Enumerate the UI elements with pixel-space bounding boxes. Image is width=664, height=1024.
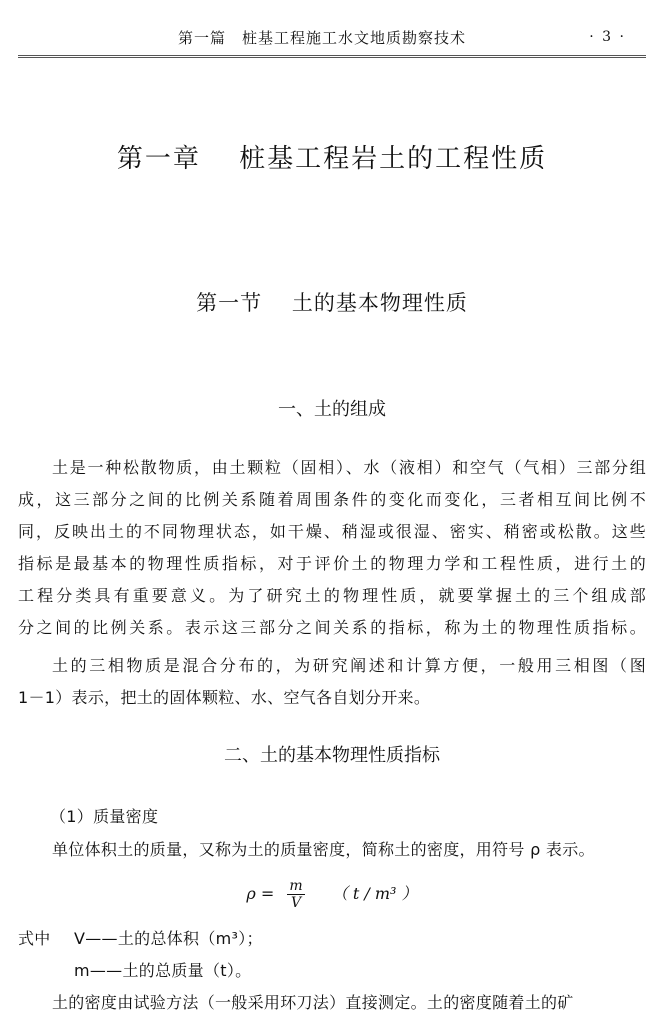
paragraph-line: 土的密度由试验方法（一般采用环刀法）直接测定。土的密度随着土的矿	[52, 993, 574, 1012]
paragraph-line: 成，这三部分之间的比例关系随着周围条件的变化而变化，三者相互间比例不	[18, 490, 646, 509]
formula-numerator: m	[289, 878, 303, 894]
formula-lhs: ρ =	[246, 884, 275, 903]
paragraph-line: 工程分类具有重要意义。为了研究土的物理性质，就要掌握土的三个组成部	[18, 586, 646, 605]
paragraph-line: 1－1）表示，把土的固体颗粒、水、空气各自划分开来。	[18, 688, 431, 707]
paragraph-line: 同，反映出土的不同物理状态，如干燥、稍湿或很湿、密实、稍密或松散。这些	[18, 522, 646, 541]
density-formula	[0, 878, 664, 911]
item-title-density: （1）质量密度	[50, 807, 159, 826]
definition-volume: V——土的总体积（m³）；	[74, 929, 263, 948]
section-title: 第一节 土的基本物理性质	[196, 291, 468, 315]
formula-unit: （ t / m³ ）	[331, 884, 418, 903]
item-text-density: 单位体积土的质量，又称为土的质量密度，简称土的密度，用符号 ρ 表示。	[52, 840, 595, 859]
subsection-heading-composition: 一、土的组成	[278, 399, 386, 420]
paragraph-line: 土的三相物质是混合分布的，为研究阐述和计算方便，一般用三相图（图	[52, 656, 646, 675]
paragraph-line: 分之间的比例关系。表示这三部分之间关系的指标，称为土的物理性质指标。	[18, 618, 646, 637]
header-rule	[18, 55, 646, 58]
definition-mass: m——土的总质量（t）。	[74, 961, 252, 980]
paragraph-line: 土是一种松散物质，由土颗粒（固相）、水（液相）和空气（气相）三部分组	[52, 458, 646, 477]
page-number: · 3 ·	[589, 29, 626, 45]
header-title: 第一篇 桩基工程施工水文地质勘察技术	[178, 29, 467, 47]
subsection-heading-indices: 二、土的基本物理性质指标	[224, 745, 440, 766]
formula-denominator: V	[291, 895, 302, 911]
formula-fraction	[287, 878, 304, 911]
running-header	[18, 27, 646, 55]
chapter-title: 第一章 桩基工程岩土的工程性质	[116, 144, 548, 174]
where-prefix: 式中	[18, 929, 51, 948]
paragraph-line: 指标是最基本的物理性质指标，对于评价土的物理力学和工程性质，进行土的	[18, 554, 646, 573]
